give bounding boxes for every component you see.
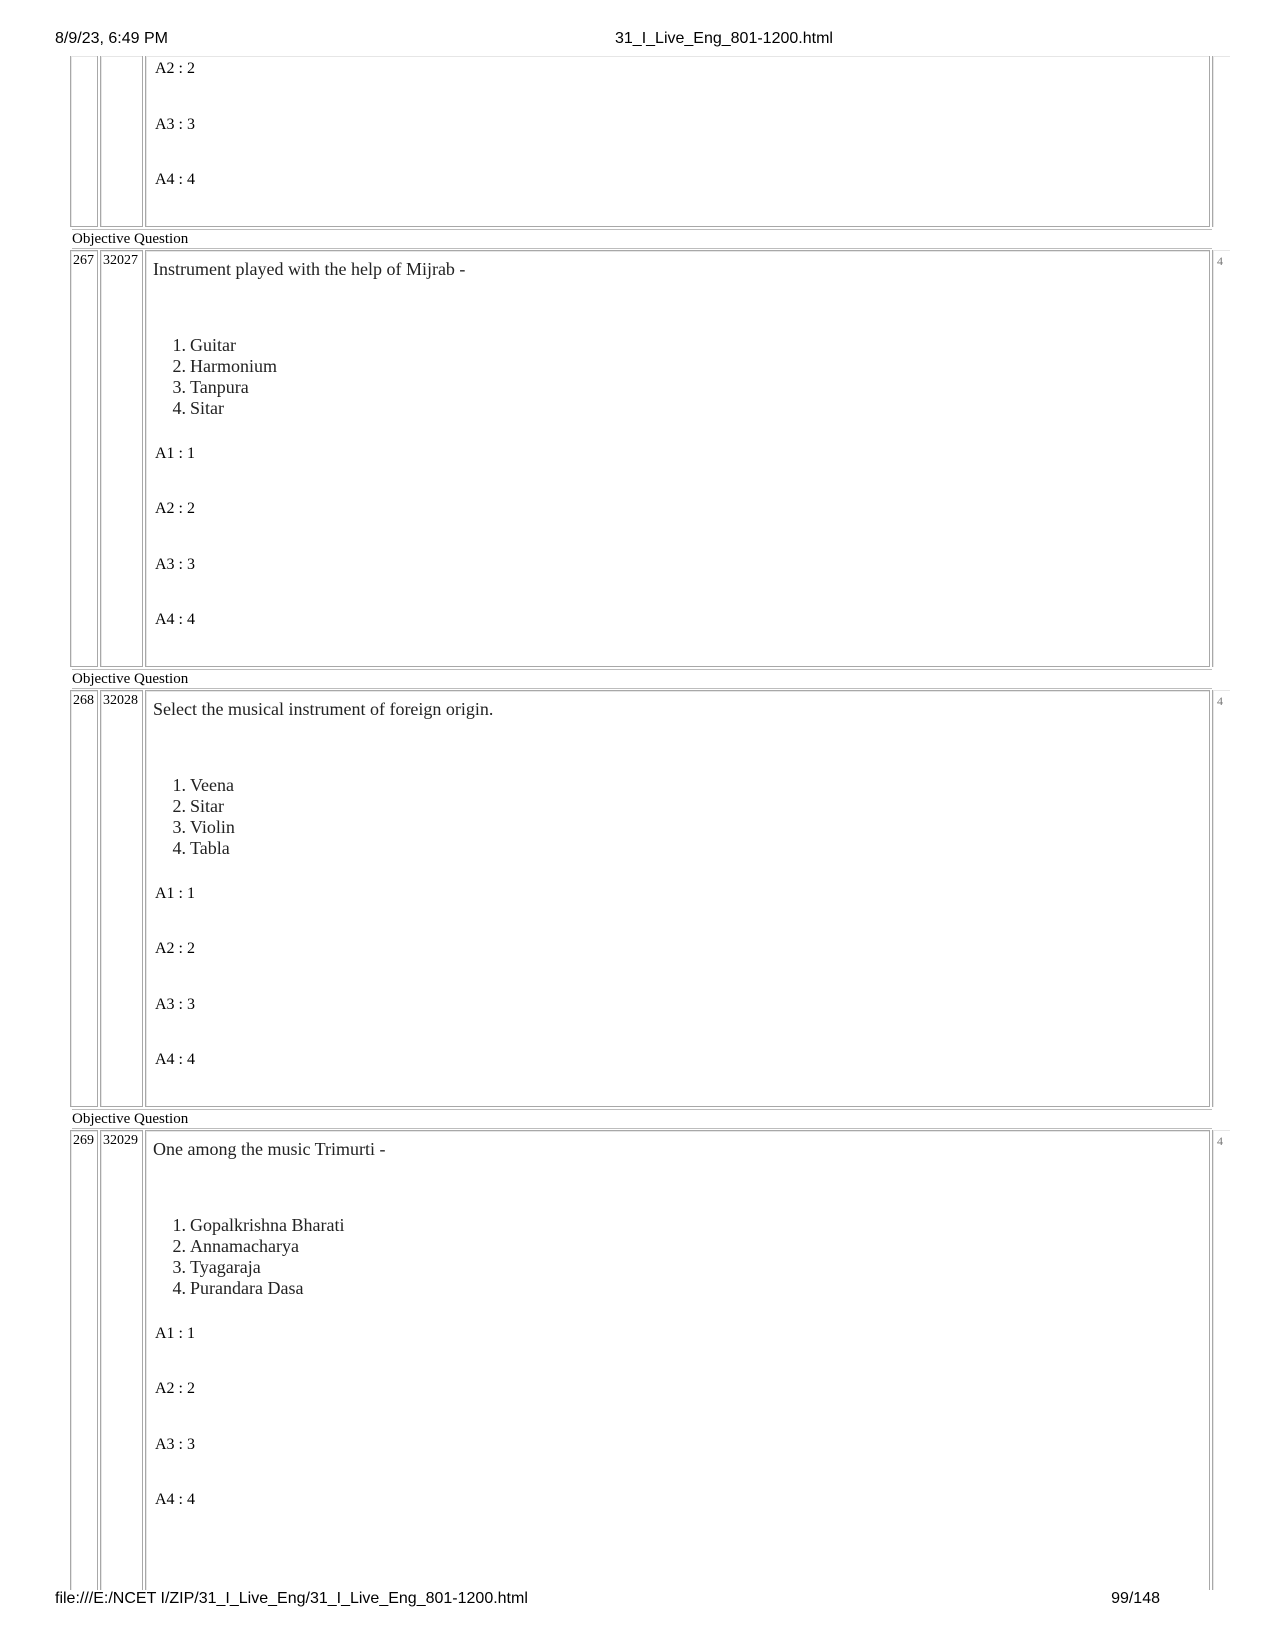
option-item: 3. Tyagaraja bbox=[172, 1257, 261, 1277]
question-row-fragment bbox=[70, 56, 1210, 227]
question-body bbox=[145, 250, 1210, 667]
option-item: 3. Tanpura bbox=[172, 377, 249, 397]
option-item: 1. Veena bbox=[172, 775, 234, 795]
option-item: 1. Gopalkrishna Bharati bbox=[172, 1215, 345, 1235]
question-type-label: Objective Question bbox=[72, 669, 1212, 689]
answer-line: A4 : 4 bbox=[155, 611, 195, 628]
question-text: One among the music Trimurti - bbox=[153, 1139, 386, 1159]
serial-number-cell: 269 bbox=[70, 1130, 98, 1590]
question-type-label: Objective Question bbox=[72, 1109, 1212, 1129]
question-row bbox=[70, 1130, 1223, 1590]
question-id-cell: 32028 bbox=[100, 690, 143, 1107]
question-row bbox=[70, 690, 1223, 1107]
answer-line: A3 : 3 bbox=[155, 116, 195, 133]
question-text: Select the musical instrument of foreign origin. bbox=[153, 699, 494, 719]
answer-line: A2 : 2 bbox=[155, 60, 195, 77]
serial-number-cell: 267 bbox=[70, 250, 98, 667]
answer-line: A4 : 4 bbox=[155, 171, 195, 188]
print-footer bbox=[55, 1590, 1160, 1612]
answer-line: A3 : 3 bbox=[155, 556, 195, 573]
option-item: 2. Harmonium bbox=[172, 356, 277, 376]
option-item: 3. Violin bbox=[172, 817, 235, 837]
option-item: 4. Sitar bbox=[172, 398, 224, 418]
question-type-label: Objective Question bbox=[72, 229, 1212, 249]
serial-number-cell: 268 bbox=[70, 690, 98, 1107]
question-id-cell: 32027 bbox=[100, 250, 143, 667]
options-list bbox=[168, 335, 277, 419]
answer-line: A1 : 1 bbox=[155, 1325, 195, 1342]
option-item: 2. Sitar bbox=[172, 796, 224, 816]
option-item: 2. Annamacharya bbox=[172, 1236, 299, 1256]
question-body bbox=[145, 1130, 1210, 1590]
document-title: 31_I_Live_Eng_801-1200.html bbox=[615, 30, 833, 47]
page-number: 99/148 bbox=[1111, 1590, 1160, 1607]
question-text: Instrument played with the help of Mijrab - bbox=[153, 259, 466, 279]
question-body bbox=[145, 690, 1210, 1107]
option-item: 4. Tabla bbox=[172, 838, 230, 858]
print-datetime: 8/9/23, 6:49 PM bbox=[55, 30, 168, 47]
answer-line: A4 : 4 bbox=[155, 1051, 195, 1068]
file-path: file:///E:/NCET I/ZIP/31_I_Live_Eng/31_I_Live_Eng_801-1200.html bbox=[55, 1590, 528, 1607]
question-body bbox=[145, 56, 1210, 227]
question-row bbox=[70, 250, 1223, 667]
answer-line: A2 : 2 bbox=[155, 940, 195, 957]
answer-line: A2 : 2 bbox=[155, 500, 195, 517]
answer-line: A1 : 1 bbox=[155, 885, 195, 902]
marks-cell: 4 bbox=[1212, 690, 1230, 1107]
marks-cell: 4 bbox=[1212, 250, 1230, 667]
marks-cell: 4 bbox=[1212, 1130, 1230, 1590]
answer-line: A3 : 3 bbox=[155, 996, 195, 1013]
question-id-cell: 32029 bbox=[100, 1130, 143, 1590]
option-item: 4. Purandara Dasa bbox=[172, 1278, 304, 1298]
answer-line: A1 : 1 bbox=[155, 445, 195, 462]
option-item: 1. Guitar bbox=[172, 335, 236, 355]
options-list bbox=[168, 1215, 344, 1299]
answer-line: A3 : 3 bbox=[155, 1436, 195, 1453]
answer-line: A2 : 2 bbox=[155, 1380, 195, 1397]
answer-line: A4 : 4 bbox=[155, 1491, 195, 1508]
options-list bbox=[168, 775, 235, 859]
